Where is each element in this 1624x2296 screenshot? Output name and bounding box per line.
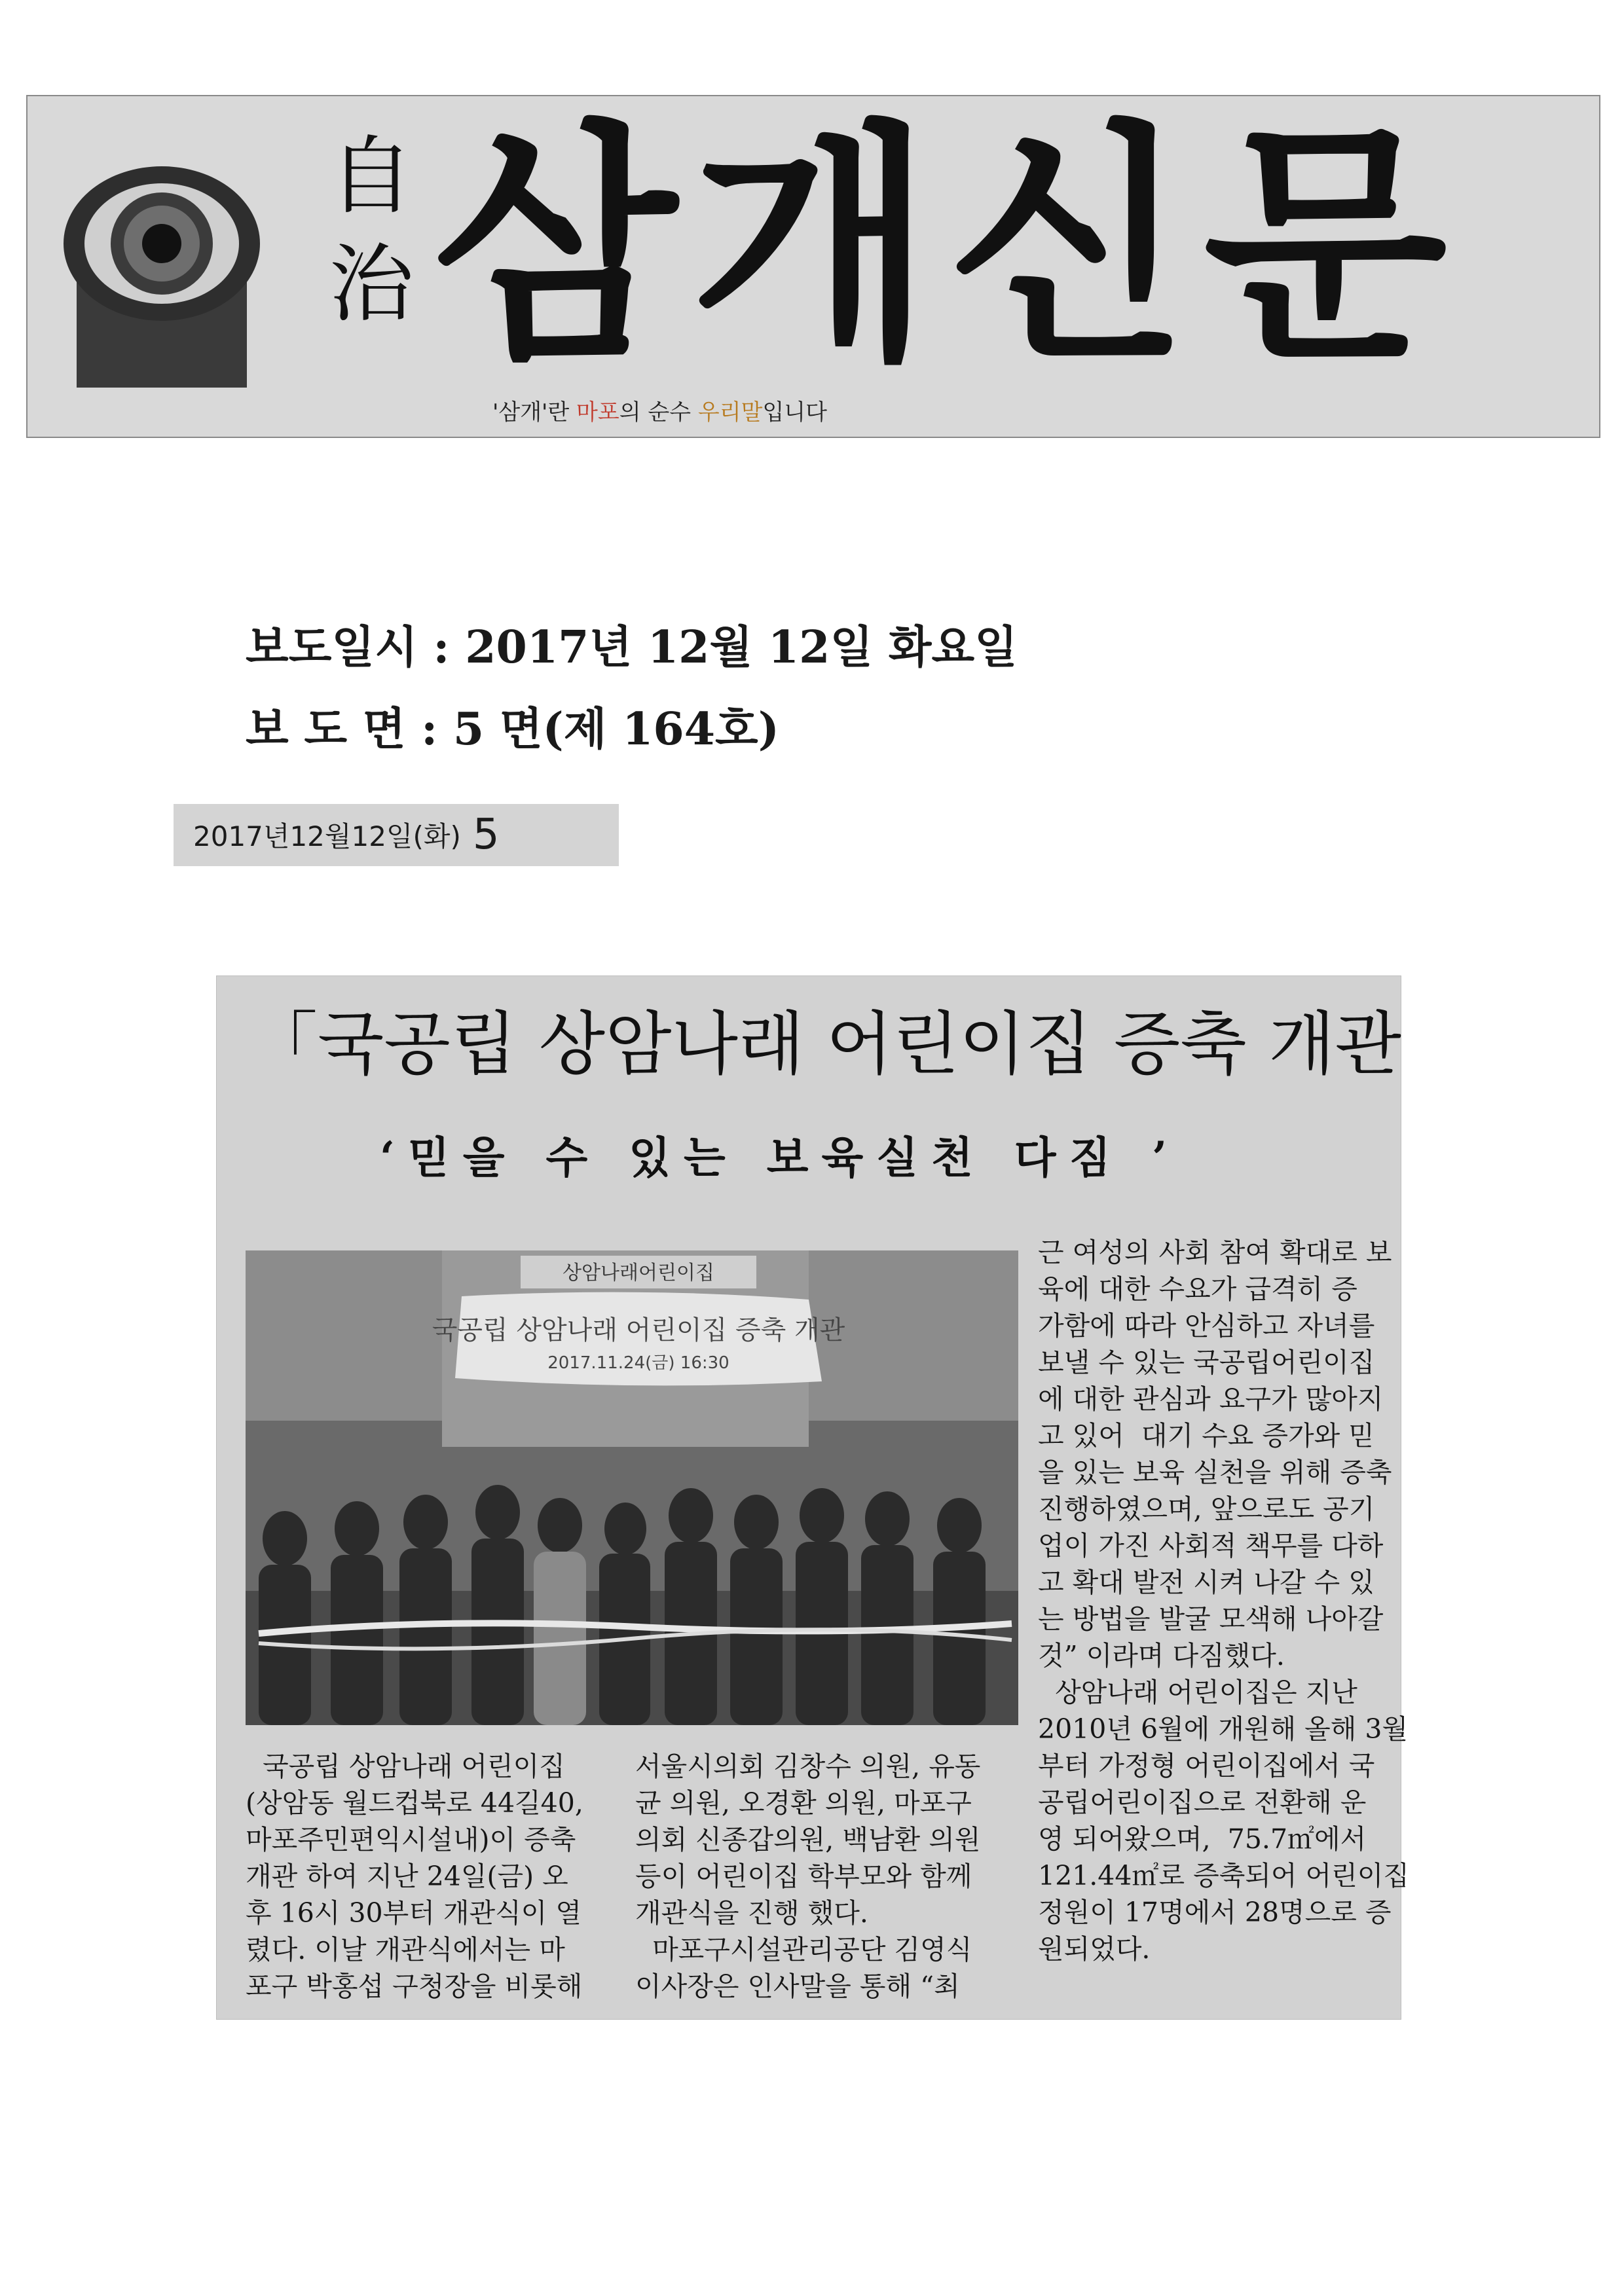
report-date-line: 보도일시 : 2017년 12월 12일 화요일 <box>246 621 1018 674</box>
banner-date-text: 2017.11.24(금) 16:30 <box>547 1353 729 1373</box>
clipping-dateline <box>174 804 619 866</box>
article-column-middle: 서울시의회 김창수 의원, 유동 균 의원, 오경환 의원, 마포구 의회 신종갑의원, 백남환 의원 등이 어린이집 학부모와 함께 개관식을 진행 했다. 마포구시설관리공단 김영식 이사장은 인사말을 통해 “최 <box>635 1751 981 2002</box>
newspaper-logo <box>64 158 260 401</box>
hanja-char-1: 自 <box>328 126 414 226</box>
article-column-left: 국공립 상암나래 어린이집 (상암동 월드컵북로 44길40, 마포주민편익시설내)이 증축 개관 하여 지난 24일(금) 오 후 16시 30부터 개관식이 열 렸다. 이날 개관식에서는 마 포구 박홍섭 구청장을 비롯해 <box>246 1751 583 2002</box>
article-clipping <box>216 975 1409 2020</box>
newspaper-title: 삼개신문 <box>434 100 1460 393</box>
article-headline: 「국공립 상암나래 어린이집 증축 개관 <box>249 1004 1401 1084</box>
ceremony-photo <box>246 1250 1018 1725</box>
masthead-hanja <box>312 122 430 338</box>
masthead-tagline: '삼개'란 마포의 순수 우리말입니다 <box>492 399 827 426</box>
report-page-line: 보 도 면 : 5 면(제 164호) <box>246 703 779 756</box>
banner-main-text: 국공립 상암나래 어린이집 증축 개관 <box>432 1315 845 1345</box>
article-column-right: 근 여성의 사회 참여 확대로 보 육에 대한 수요가 급격히 증 가함에 따라 안심하고 자녀를 보낼 수 있는 국공립어린이집 에 대한 관심과 요구가 많아지 고 있어 대기 수요 증가와 믿 을 있는 보육 실천을 위해 증축 진행하였으며, 앞으로도 공기 업이 가진 사회적 책무를 다하 고 확대 발전 시켜 나갈 수 있 는 방법을 발굴 모색해 나아갈 것” 이라며 다짐했다. 상암나래 어린이집은 지난 2010년 6월에 개원해 올해 3월 부터 가정형 어린이집에서 국 공립어린이집으로 전환해 운 영 되어왔으며, 75.7㎡에서 121.44㎡로 증축되어 어린이집 정원이 17명에서 28명으로 증 원되었다. <box>1038 1237 1409 1965</box>
clipping-date: 2017년12월12일(화) <box>193 820 461 852</box>
ceremony-photo-image <box>246 1250 1018 1725</box>
hanja-char-2: 治 <box>328 234 414 334</box>
newspaper-masthead <box>26 95 1600 438</box>
banner-top-text: 상암나래어린이집 <box>563 1262 714 1285</box>
clipping-page-number: 5 <box>472 811 500 859</box>
article-subheadline: ‘믿을 수 있는 보육실천 다짐 ’ <box>380 1132 1181 1183</box>
